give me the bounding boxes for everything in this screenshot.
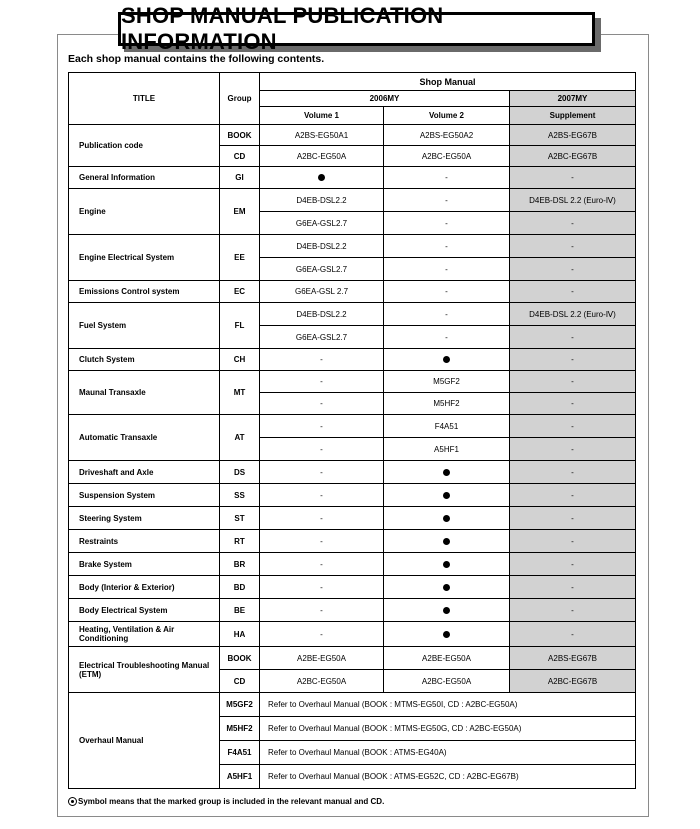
model-year-2007-header: 2007MY	[510, 91, 636, 107]
table-row	[69, 281, 636, 303]
cell-volume-2: -	[384, 212, 510, 235]
cell-supplement: -	[510, 258, 636, 281]
group-code: M5GF2	[220, 693, 260, 717]
cell-volume-1: A2BE-EG50A	[260, 647, 384, 670]
table-row	[69, 647, 636, 670]
included-icon	[443, 515, 450, 522]
group-code: RT	[220, 530, 260, 553]
cell-supplement: -	[510, 507, 636, 530]
table-row	[69, 530, 636, 553]
row-title: Body Electrical System	[69, 599, 220, 622]
cell-volume-1: -	[260, 438, 384, 461]
table-row	[69, 167, 636, 189]
cell-volume-2: A5HF1	[384, 438, 510, 461]
group-code: CD	[220, 670, 260, 693]
group-code: EC	[220, 281, 260, 303]
group-code: MT	[220, 371, 260, 415]
table-row	[69, 415, 636, 438]
cell-volume-2	[384, 553, 510, 576]
cell-volume-1: A2BC-EG50A	[260, 670, 384, 693]
overhaul-reference: Refer to Overhaul Manual (BOOK : ATMS-EG52C, CD : A2BC-EG67B)	[260, 765, 636, 789]
cell-volume-1: D4EB-DSL2.2	[260, 303, 384, 326]
row-title: Publication code	[69, 125, 220, 167]
cell-supplement: -	[510, 622, 636, 647]
cell-volume-1: G6EA-GSL2.7	[260, 258, 384, 281]
row-title: Engine	[69, 189, 220, 235]
cell-volume-1: -	[260, 622, 384, 647]
included-icon	[443, 469, 450, 476]
cell-volume-1	[260, 167, 384, 189]
group-code: AT	[220, 415, 260, 461]
cell-volume-1: -	[260, 484, 384, 507]
table-row	[69, 599, 636, 622]
table-row	[69, 576, 636, 599]
group-header: Group	[220, 73, 260, 125]
overhaul-reference: Refer to Overhaul Manual (BOOK : ATMS-EG40A)	[260, 741, 636, 765]
row-title: Engine Electrical System	[69, 235, 220, 281]
row-title: Automatic Transaxle	[69, 415, 220, 461]
cell-supplement: -	[510, 371, 636, 393]
group-code: BOOK	[220, 125, 260, 146]
footnote	[68, 797, 384, 806]
cell-supplement: -	[510, 576, 636, 599]
row-title: Clutch System	[69, 349, 220, 371]
cell-supplement: -	[510, 461, 636, 484]
cell-supplement: -	[510, 438, 636, 461]
cell-volume-2: A2BE-EG50A	[384, 647, 510, 670]
included-icon	[443, 631, 450, 638]
circled-dot-icon	[68, 797, 77, 806]
group-code: FL	[220, 303, 260, 349]
cell-volume-1: -	[260, 530, 384, 553]
volume-2-header: Volume 2	[384, 107, 510, 125]
cell-volume-1: -	[260, 599, 384, 622]
table-row	[69, 507, 636, 530]
table-row	[69, 553, 636, 576]
cell-volume-1: -	[260, 461, 384, 484]
cell-volume-2: -	[384, 303, 510, 326]
cell-volume-2: -	[384, 167, 510, 189]
cell-supplement: -	[510, 212, 636, 235]
group-code: CD	[220, 146, 260, 167]
row-title: Steering System	[69, 507, 220, 530]
cell-volume-1: D4EB-DSL2.2	[260, 235, 384, 258]
cell-volume-1: A2BS-EG50A1	[260, 125, 384, 146]
shop-manual-header: Shop Manual	[260, 73, 636, 91]
group-code: BOOK	[220, 647, 260, 670]
table-row	[69, 693, 636, 717]
cell-volume-1: -	[260, 415, 384, 438]
supplement-header: Supplement	[510, 107, 636, 125]
cell-volume-1: -	[260, 349, 384, 371]
cell-supplement: -	[510, 326, 636, 349]
cell-volume-1: A2BC-EG50A	[260, 146, 384, 167]
group-code: GI	[220, 167, 260, 189]
cell-volume-1: -	[260, 576, 384, 599]
group-code: BR	[220, 553, 260, 576]
intro-text: Each shop manual contains the following contents.	[68, 53, 325, 65]
cell-volume-2	[384, 599, 510, 622]
cell-volume-1: G6EA-GSL2.7	[260, 326, 384, 349]
table-row	[69, 189, 636, 212]
group-code: SS	[220, 484, 260, 507]
cell-supplement: A2BC-EG67B	[510, 670, 636, 693]
row-title: Body (Interior & Exterior)	[69, 576, 220, 599]
group-code: M5HF2	[220, 717, 260, 741]
cell-volume-1: D4EB-DSL2.2	[260, 189, 384, 212]
group-code: EM	[220, 189, 260, 235]
row-title: Emissions Control system	[69, 281, 220, 303]
cell-volume-2	[384, 507, 510, 530]
cell-supplement: -	[510, 530, 636, 553]
cell-volume-2	[384, 349, 510, 371]
included-icon	[443, 538, 450, 545]
cell-volume-2: F4A51	[384, 415, 510, 438]
cell-supplement: A2BS-EG67B	[510, 647, 636, 670]
group-code: BD	[220, 576, 260, 599]
table-row	[69, 461, 636, 484]
cell-volume-2: -	[384, 258, 510, 281]
cell-volume-2	[384, 622, 510, 647]
cell-supplement: -	[510, 484, 636, 507]
row-title: General Information	[69, 167, 220, 189]
cell-supplement: A2BC-EG67B	[510, 146, 636, 167]
overhaul-reference: Refer to Overhaul Manual (BOOK : MTMS-EG50I, CD : A2BC-EG50A)	[260, 693, 636, 717]
group-code: BE	[220, 599, 260, 622]
cell-volume-2	[384, 576, 510, 599]
included-icon	[443, 561, 450, 568]
row-title: Driveshaft and Axle	[69, 461, 220, 484]
cell-volume-2: -	[384, 326, 510, 349]
cell-volume-1: G6EA-GSL2.7	[260, 212, 384, 235]
group-code: HA	[220, 622, 260, 647]
row-title: Heating, Ventilation & Air Conditioning	[69, 622, 220, 647]
footnote-text: Symbol means that the marked group is included in the relevant manual and CD.	[78, 797, 385, 806]
cell-volume-2	[384, 530, 510, 553]
table-row	[69, 235, 636, 258]
cell-volume-2: -	[384, 235, 510, 258]
row-title: Restraints	[69, 530, 220, 553]
group-code: ST	[220, 507, 260, 530]
cell-supplement: -	[510, 167, 636, 189]
table-row	[69, 349, 636, 371]
cell-volume-1: -	[260, 553, 384, 576]
cell-supplement: D4EB-DSL 2.2 (Euro-Ⅳ)	[510, 303, 636, 326]
page-title: SHOP MANUAL PUBLICATION INFORMATION	[118, 12, 595, 46]
cell-volume-2	[384, 484, 510, 507]
volume-1-header: Volume 1	[260, 107, 384, 125]
table-row	[69, 303, 636, 326]
group-code: A5HF1	[220, 765, 260, 789]
row-title: Overhaul Manual	[69, 693, 220, 789]
row-title: Electrical Troubleshooting Manual (ETM)	[69, 647, 220, 693]
cell-volume-1: -	[260, 393, 384, 415]
cell-volume-1: -	[260, 507, 384, 530]
table-row	[69, 125, 636, 146]
included-icon	[443, 492, 450, 499]
header-row	[69, 73, 636, 91]
title-header: TITLE	[69, 73, 220, 125]
cell-supplement: -	[510, 281, 636, 303]
cell-volume-2: M5GF2	[384, 371, 510, 393]
row-title: Maunal Transaxle	[69, 371, 220, 415]
publication-table	[68, 72, 636, 789]
included-icon	[318, 174, 325, 181]
cell-supplement: -	[510, 599, 636, 622]
group-code: EE	[220, 235, 260, 281]
cell-volume-2: -	[384, 281, 510, 303]
group-code: CH	[220, 349, 260, 371]
cell-volume-2: A2BS-EG50A2	[384, 125, 510, 146]
cell-volume-1: G6EA-GSL 2.7	[260, 281, 384, 303]
row-title: Fuel System	[69, 303, 220, 349]
table-row	[69, 371, 636, 393]
cell-volume-2: M5HF2	[384, 393, 510, 415]
table-row	[69, 484, 636, 507]
cell-volume-2	[384, 461, 510, 484]
cell-volume-1: -	[260, 371, 384, 393]
cell-supplement: -	[510, 235, 636, 258]
cell-supplement: -	[510, 415, 636, 438]
group-code: DS	[220, 461, 260, 484]
model-year-2006-header: 2006MY	[260, 91, 510, 107]
overhaul-reference: Refer to Overhaul Manual (BOOK : MTMS-EG50G, CD : A2BC-EG50A)	[260, 717, 636, 741]
cell-volume-2: A2BC-EG50A	[384, 146, 510, 167]
cell-supplement: -	[510, 553, 636, 576]
row-title: Brake System	[69, 553, 220, 576]
cell-supplement: -	[510, 349, 636, 371]
included-icon	[443, 584, 450, 591]
cell-volume-2: -	[384, 189, 510, 212]
group-code: F4A51	[220, 741, 260, 765]
included-icon	[443, 356, 450, 363]
row-title: Suspension System	[69, 484, 220, 507]
cell-supplement: -	[510, 393, 636, 415]
cell-supplement: D4EB-DSL 2.2 (Euro-Ⅳ)	[510, 189, 636, 212]
table-row	[69, 622, 636, 647]
included-icon	[443, 607, 450, 614]
cell-volume-2: A2BC-EG50A	[384, 670, 510, 693]
cell-supplement: A2BS-EG67B	[510, 125, 636, 146]
